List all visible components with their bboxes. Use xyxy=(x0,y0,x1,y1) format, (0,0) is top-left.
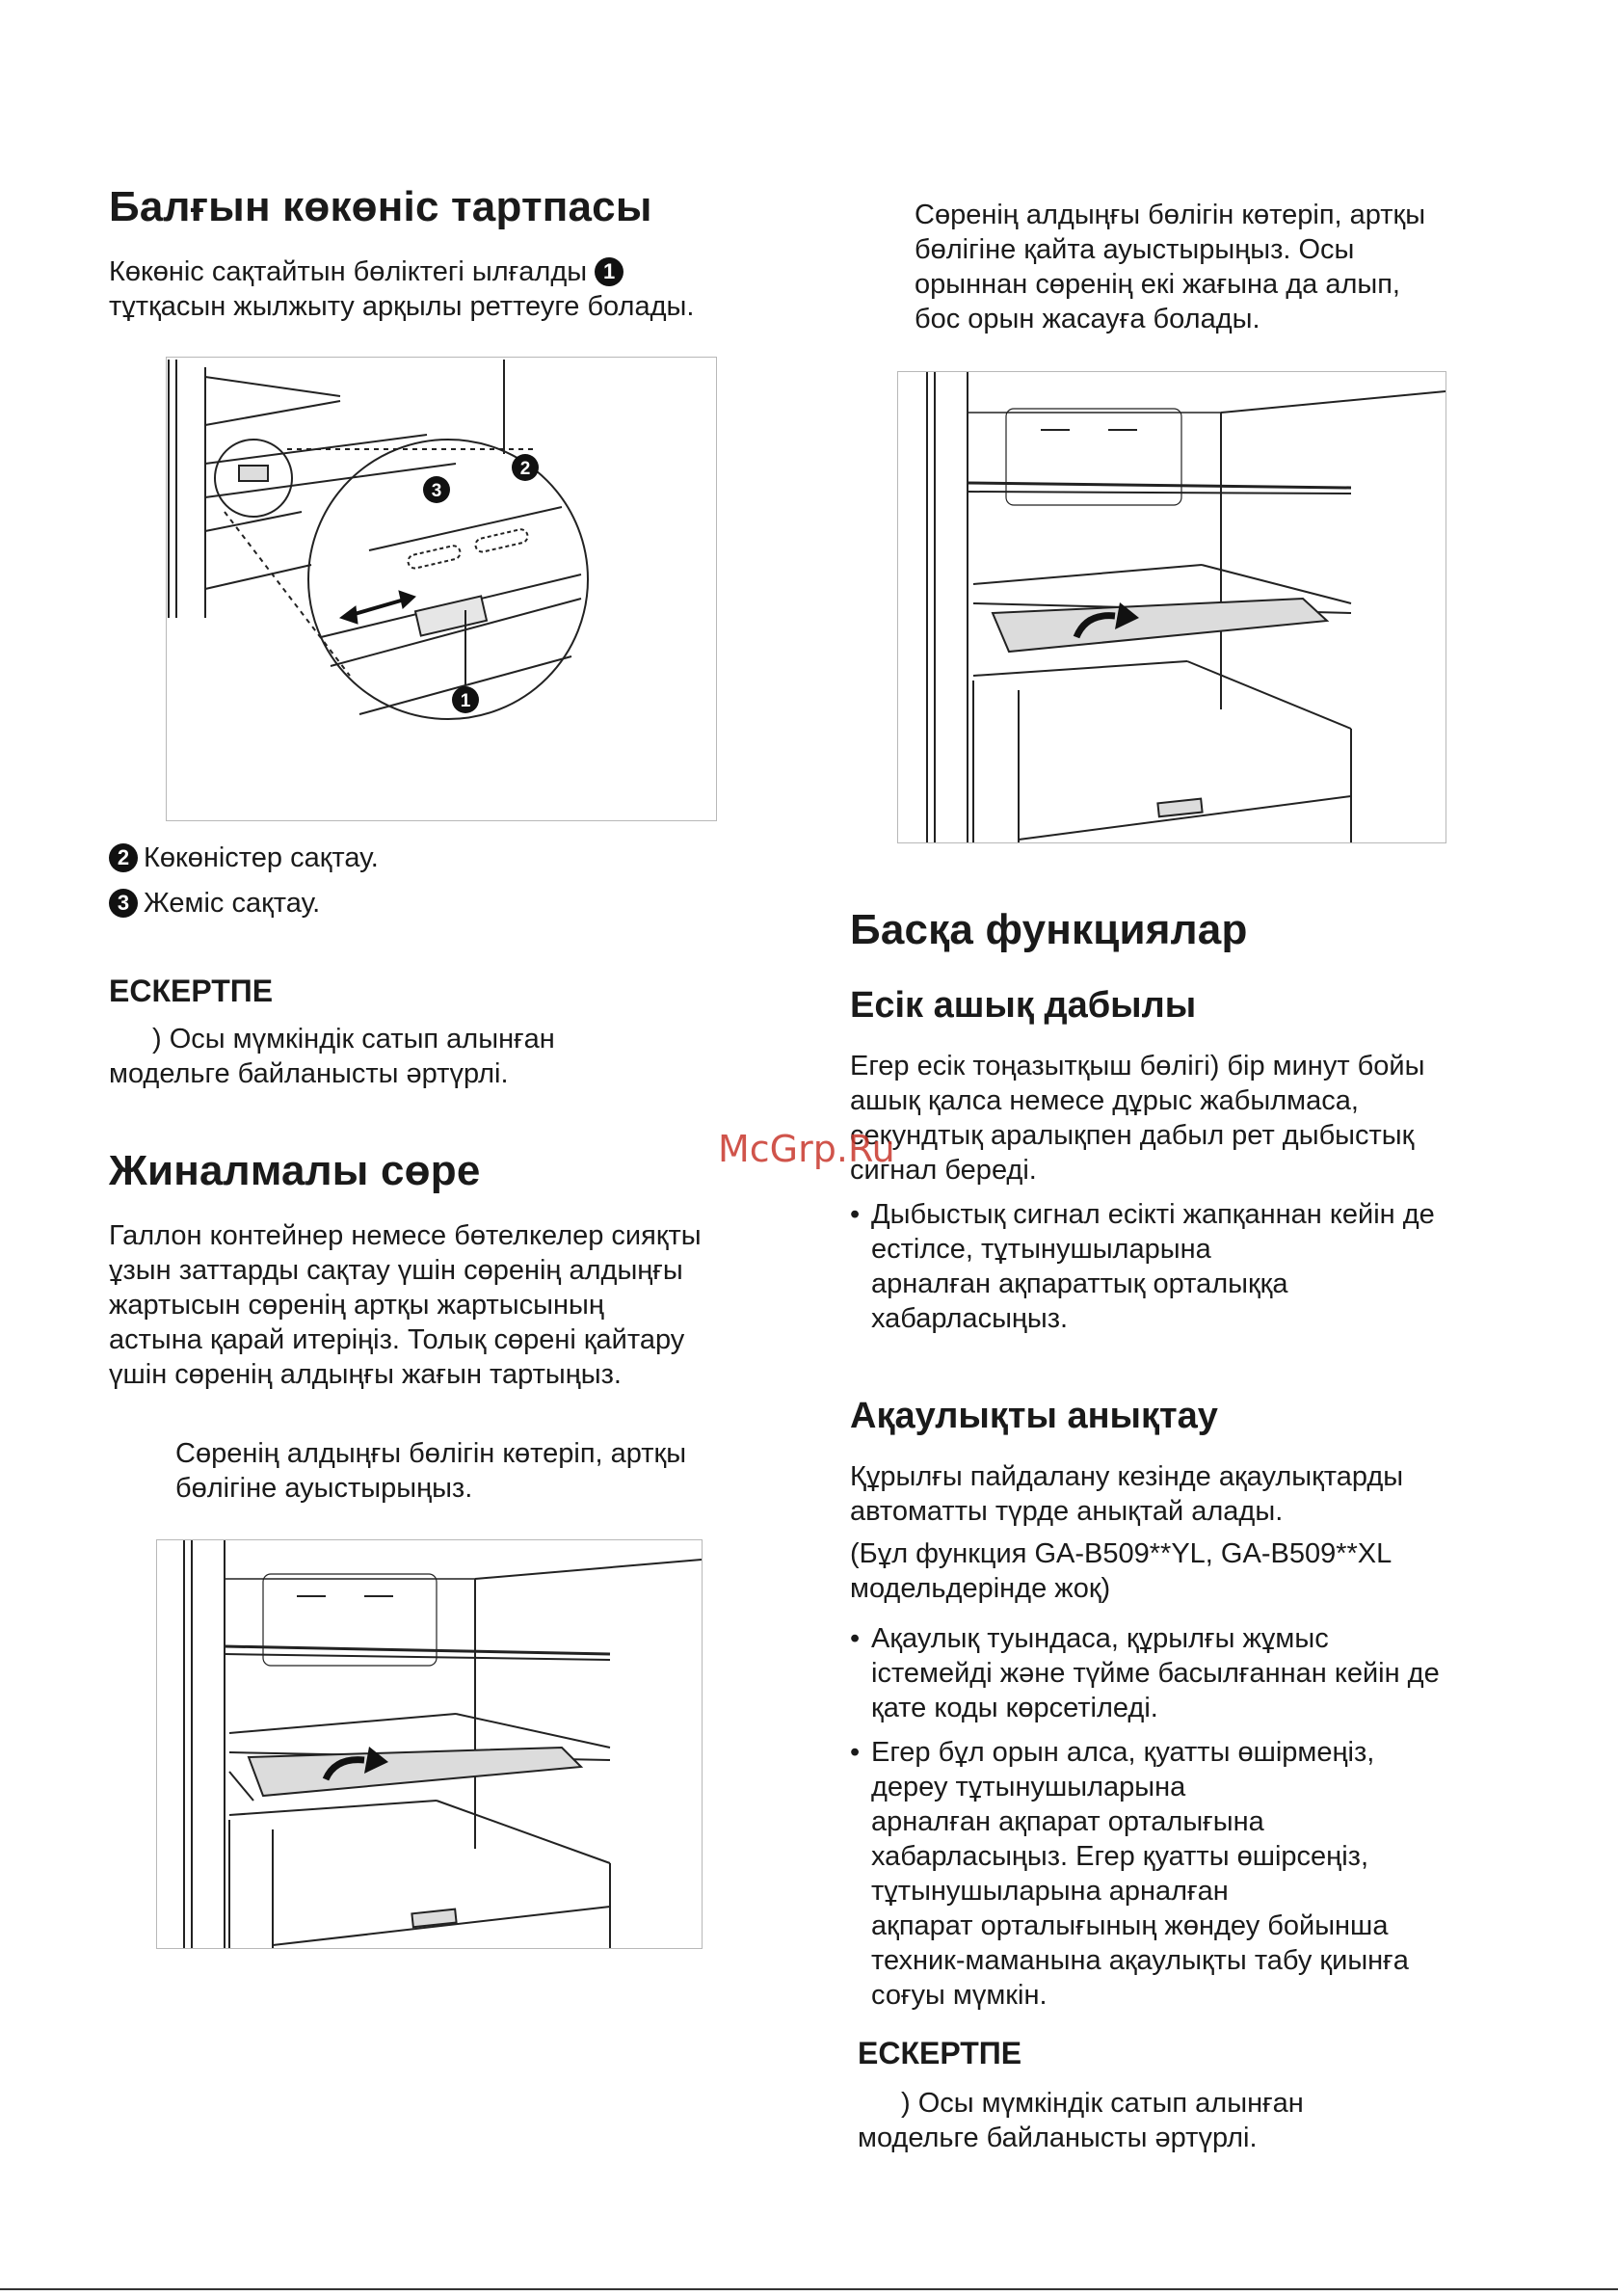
marker-1-icon: 1 xyxy=(595,257,623,286)
door-alarm-title: Есік ашық дабылы xyxy=(850,985,1197,1026)
fault-b2-line-3: арналған ақпарат орталығына xyxy=(871,1806,1264,1837)
callout-1: 1 xyxy=(460,691,471,711)
door-bullet-line-1: Дыбыстық сигнал есікті жапқаннан кейін де xyxy=(871,1199,1435,1230)
other-functions-title: Басқа функциялар xyxy=(850,906,1248,953)
note-right-line-2: модельге байланысты әртүрлі. xyxy=(858,2122,1258,2153)
folding-line-3: жартысын сөренің артқы жартысының xyxy=(109,1290,604,1321)
door-alarm-line-3: секундтық аралықпен дабыл рет дыбыстық xyxy=(850,1120,1415,1151)
folding-shelf-title: Жиналмалы сөре xyxy=(109,1147,481,1194)
veg-drawer-title: Балғын көкөніс тартпасы xyxy=(109,183,652,230)
note-heading-right: ЕСКЕРТПЕ xyxy=(858,2036,1022,2070)
bullet-dot: • xyxy=(850,1737,861,1768)
marker-2-icon: 2 xyxy=(109,843,138,872)
fault-bullet-2 xyxy=(850,1735,1544,2015)
fault-detection-title: Ақаулықты анықтау xyxy=(850,1396,1218,1436)
note-heading-left: ЕСКЕРТПЕ xyxy=(109,974,274,1008)
note-right-line-1: ) Осы мүмкіндік сатып алынған xyxy=(901,2088,1304,2119)
callout-2: 2 xyxy=(519,459,531,479)
fault-b2-line-5: тұтынушыларына арналған xyxy=(871,1876,1229,1907)
door-alarm-bullet xyxy=(850,1197,1544,1342)
fault-b2-line-6: ақпарат орталығының жөндеу бойынша xyxy=(871,1910,1389,1941)
folding-shelf-illustration-2 xyxy=(898,372,1446,842)
fault-b1-line-2: істемейді және түйме басылғаннан кейін де xyxy=(871,1658,1440,1689)
fault-b1-line-3: қате коды көрсетіледі. xyxy=(871,1693,1158,1723)
fault-model-line-1: (Бұл функция GA-B509**YL, GA-B509**XL xyxy=(850,1538,1393,1569)
folding-line-2: ұзын заттарды сақтау үшін сөренің алдыңғы xyxy=(109,1255,683,1286)
folding-step2-line-4: бос орын жасауға болады. xyxy=(915,304,1260,334)
fault-model-line-2: модельдерінде жоқ) xyxy=(850,1573,1111,1604)
humidity-control-figure xyxy=(166,357,717,821)
door-alarm-line-2: ашық қалса немесе дұрыс жабылмаса, xyxy=(850,1085,1359,1116)
fault-line-1: Құрылғы пайдалану кезінде ақаулықтарды xyxy=(850,1461,1404,1492)
fault-b1-line-1: Ақаулық туындаса, құрылғы жұмыс xyxy=(871,1623,1329,1654)
door-bullet-line-4: хабарласыңыз. xyxy=(871,1303,1069,1334)
veg-intro-line-1: Көкөніс сақтайтын бөліктегі ылғалды 1 xyxy=(109,254,629,289)
folding-shelf-figure-2 xyxy=(897,371,1446,843)
callout-3: 3 xyxy=(431,481,442,501)
folding-step2-line-2: бөлігіне қайта ауыстырыңыз. Осы xyxy=(915,234,1355,265)
folding-step2-line-1: Сөренің алдыңғы бөлігін көтеріп, артқы xyxy=(915,200,1426,230)
folding-step2-line-3: орыннан сөренің екі жағына да алып, xyxy=(915,269,1400,300)
folding-step1-line-2: бөлігіне ауыстырыңыз. xyxy=(175,1473,473,1504)
door-alarm-line-1: Егер есік тоңазытқыш бөлігі) бір минут бойы xyxy=(850,1051,1425,1081)
folding-step1-line-1: Сөренің алдыңғы бөлігін көтеріп, артқы xyxy=(175,1438,687,1469)
humidity-control-illustration xyxy=(167,358,716,820)
fault-b2-line-7: техник-маманына ақаулықты табу қиынға xyxy=(871,1945,1409,1976)
fault-b2-line-4: хабарласыңыз. Егер қуатты өшірсеңіз, xyxy=(871,1841,1368,1872)
folding-shelf-illustration-1 xyxy=(157,1540,702,1948)
folding-shelf-figure-1 xyxy=(156,1539,703,1949)
fault-b2-line-8: соғуы мүмкін. xyxy=(871,1980,1048,2011)
fault-b2-line-2: дереу тұтынушыларына xyxy=(871,1772,1186,1802)
door-alarm-line-4: сигнал береді. xyxy=(850,1155,1037,1186)
footer-rule xyxy=(0,2288,1618,2290)
bullet-dot: • xyxy=(850,1199,861,1230)
fault-b2-line-1: Егер бұл орын алса, қуатты өшірмеңіз, xyxy=(871,1737,1375,1768)
legend-item-fruits: 3 Жеміс сақтау. xyxy=(109,886,320,921)
note-left-line-2: модельге байланысты әртүрлі. xyxy=(109,1058,509,1089)
folding-line-5: үшін сөренің алдыңғы жағын тартыңыз. xyxy=(109,1359,622,1390)
note-left-line-1: ) Осы мүмкіндік сатып алынған xyxy=(152,1024,555,1055)
legend-item-vegetables: 2 Көкөністер сақтау. xyxy=(109,841,379,875)
veg-intro-line-2: тұтқасын жылжыту арқылы реттеуге болады. xyxy=(109,291,695,322)
folding-line-4: астына қарай итеріңіз. Толық сөрені қайтару xyxy=(109,1324,685,1355)
callout-markers xyxy=(423,454,539,713)
watermark: McGrp.Ru xyxy=(718,1128,895,1170)
bullet-dot: • xyxy=(850,1623,861,1654)
door-bullet-line-2: естілсе, тұтынушыларына xyxy=(871,1234,1211,1265)
marker-3-icon: 3 xyxy=(109,889,138,918)
folding-line-1: Галлон контейнер немесе бөтелкелер сияқты xyxy=(109,1220,702,1251)
door-bullet-line-3: арналған ақпараттық орталыққа xyxy=(871,1268,1288,1299)
fault-bullet-1 xyxy=(850,1621,1544,1727)
fault-line-2: автоматты түрде анықтай алады. xyxy=(850,1496,1284,1527)
